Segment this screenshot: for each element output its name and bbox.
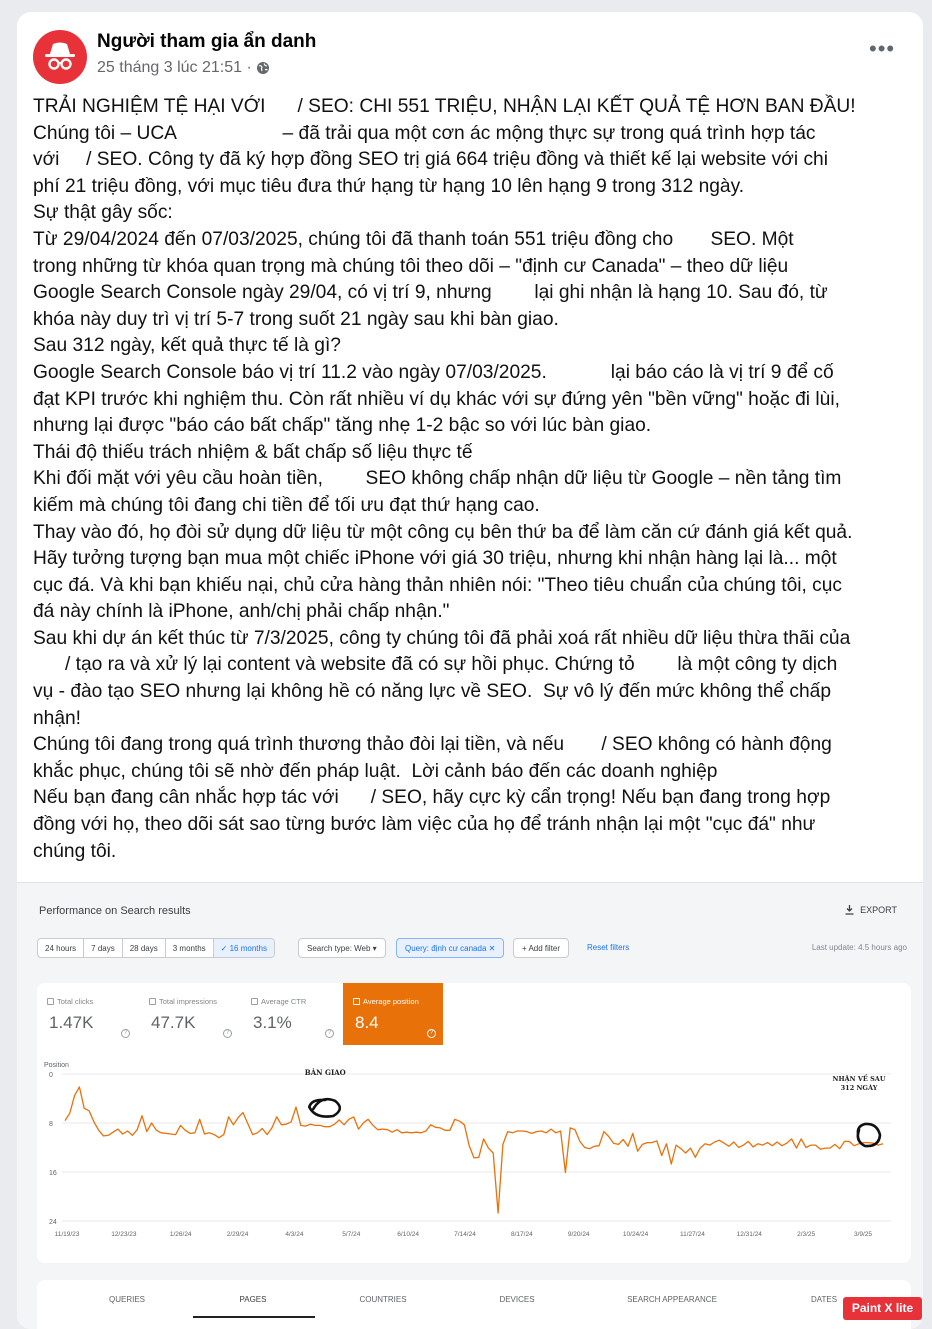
search-type-filter[interactable]: Search type: Web ▾ xyxy=(298,938,386,958)
post-timestamp[interactable]: 25 tháng 3 lúc 21:51 · xyxy=(97,59,252,76)
range-3-months[interactable]: 3 months xyxy=(166,939,214,957)
post-line: Hãy tưởng tượng bạn mua một chiếc iPhone với giá 30 triệu, nhưng khi nhận hàng lại là... một xyxy=(33,548,837,570)
x-tick-label: 8/17/24 xyxy=(511,1231,533,1238)
post-line: đạt KPI trước khi nghiệm thu. Còn rất nhiều ví dụ khác với sự đứng yên "bền vững" hoặc đi lùi, xyxy=(33,388,840,410)
post-line: cục đá. Và khi bạn khiếu nại, chủ cửa hàng thản nhiên nói: "Theo tiêu chuẩn của chúng tôi, cục xyxy=(33,574,843,596)
last-update-text: Last update: 4.5 hours ago xyxy=(811,943,907,952)
post-line: nhưng lại được "báo cáo bất chấp" tăng nhẹ 1-2 bậc so với lúc bàn giao. xyxy=(33,415,652,437)
x-tick-label: 4/3/24 xyxy=(285,1231,304,1238)
metric-value: 8.4 xyxy=(355,1013,379,1032)
post-line: khóa này duy trì vị trí 5-7 trong suốt 21 ngày sau khi bàn giao. xyxy=(33,308,559,330)
hand-drawn-circle-ban-giao xyxy=(309,1099,340,1116)
tab-dates[interactable]: DATES xyxy=(810,1295,838,1304)
post-line: TRẢI NGHIỆM TỆ HẠI VỚI / SEO: CHI 551 TRIỆU, NHẬN LẠI KẾT QUẢ TỆ HƠN BAN ĐẦU! xyxy=(33,96,856,117)
y-tick-label: 8 xyxy=(49,1121,53,1128)
x-tick-label: 3/9/25 xyxy=(853,1231,873,1238)
more-options-button[interactable]: ••• xyxy=(869,36,896,61)
post-line: / tạo ra và xử lý lại content và website đã có sự hồi phục. Chứng tỏ là một công ty dịch xyxy=(33,654,838,676)
query-filter-chip[interactable]: Query: định cư canada ✕ xyxy=(396,938,504,958)
post-line: Sau khi dự án kết thúc từ 7/3/2025, công ty chúng tôi đã phải xoá rất nhiều dữ liệu thừa thãi của xyxy=(33,627,851,649)
tab-search-appearance[interactable]: SEARCH APPEARANCE xyxy=(627,1295,717,1304)
metric-value: 1.47K xyxy=(49,1013,94,1032)
x-tick-label: 6/10/24 xyxy=(397,1231,419,1238)
tab-queries[interactable]: QUERIES xyxy=(108,1295,145,1304)
x-tick-label: 11/19/23 xyxy=(54,1231,80,1238)
facebook-post-card xyxy=(17,12,923,1329)
post-line: vụ - đào tạo SEO nhưng lại không hề có năng lực về SEO. Sự vô lý đến mức không thể chấp xyxy=(33,681,832,703)
tab-pages[interactable]: PAGES xyxy=(239,1295,267,1304)
help-icon[interactable]: ? xyxy=(325,1029,334,1038)
export-label: EXPORT xyxy=(860,905,897,915)
post-line: đá này chính là iPhone, anh/chị phải chấp nhận." xyxy=(33,601,450,623)
post-line: Thái độ thiếu trách nhiệm & bất chấp số liệu thực tế xyxy=(33,441,473,463)
post-line: Google Search Console ngày 29/04, có vị trí 9, nhưng lại ghi nhận là hạng 10. Sau đó, từ xyxy=(33,282,828,304)
post-body xyxy=(33,94,913,865)
download-icon xyxy=(845,905,854,915)
post-line: Sau 312 ngày, kết quả thực tế là gì? xyxy=(33,335,341,357)
export-button[interactable] xyxy=(845,905,897,915)
post-line: Từ 29/04/2024 đến 07/03/2025, chúng tôi đã thanh toán 551 triệu đồng cho SEO. Một xyxy=(33,228,794,250)
x-tick-label: 7/14/24 xyxy=(454,1231,476,1238)
x-tick-label: 2/3/25 xyxy=(797,1231,816,1238)
help-icon[interactable]: ? xyxy=(427,1029,436,1038)
post-line: Nếu bạn đang cân nhắc hợp tác với / SEO, hãy cực kỳ cẩn trọng! Nếu bạn đang trong hợp xyxy=(33,787,831,809)
range-7-days[interactable]: 7 days xyxy=(84,939,123,957)
position-line-chart xyxy=(37,983,911,1263)
y-tick-label: 16 xyxy=(49,1170,57,1177)
y-tick-label: 24 xyxy=(49,1219,57,1226)
paint-x-lite-watermark: Paint X lite xyxy=(843,1297,922,1320)
author-name[interactable]: Người tham gia ẩn danh xyxy=(97,31,317,52)
globe-icon xyxy=(256,61,270,75)
range-28-days[interactable]: 28 days xyxy=(123,939,166,957)
post-line: khắc phục, chúng tôi sẽ nhờ đến pháp luật. Lời cảnh báo đến các doanh nghiệp xyxy=(33,760,718,782)
incognito-icon xyxy=(41,38,79,76)
help-icon[interactable]: ? xyxy=(223,1029,232,1038)
post-line: Chúng tôi đang trong quá trình thương thảo đòi lại tiền, và nếu / SEO không có hành động xyxy=(33,734,832,756)
post-line: với / SEO. Công ty đã ký hợp đồng SEO trị giá 664 triệu đồng và thiết kế lại website với chi xyxy=(33,149,828,171)
post-line: nhận! xyxy=(33,707,82,729)
x-tick-label: 10/24/24 xyxy=(622,1231,649,1238)
date-range-selector xyxy=(37,938,275,958)
post-line: Thay vào đó, họ đòi sử dụng dữ liệu từ một công cụ bên thứ ba để làm căn cứ đánh giá kết quả. xyxy=(33,521,853,543)
x-tick-label: 1/26/24 xyxy=(169,1231,192,1238)
help-icon[interactable]: ? xyxy=(121,1029,130,1038)
post-line: Google Search Console báo vị trí 11.2 vào ngày 07/03/2025. lại báo cáo là vị trí 9 để cố xyxy=(33,361,834,383)
post-line: kiếm mà chúng tôi đang chi tiền để tối ưu đạt thứ hạng cao. xyxy=(33,494,540,516)
y-axis-title: Position xyxy=(44,1062,69,1069)
reset-filters-link[interactable]: Reset filters xyxy=(587,943,630,952)
post-line: chúng tôi. xyxy=(33,840,117,862)
annotation-nhan-ve-line: 312 NGÀY xyxy=(840,1084,878,1092)
metric-value: 3.1% xyxy=(253,1013,292,1032)
post-line: trong những từ khóa quan trọng mà chúng tôi theo dõi – "định cư Canada" – theo dữ liệu xyxy=(33,255,789,277)
dimension-tabs xyxy=(37,1280,911,1329)
metric-value: 47.7K xyxy=(151,1013,196,1032)
post-line: Chúng tôi – UCA – đã trải qua một cơn ác mộng thực sự trong quá trình hợp tác xyxy=(33,122,816,144)
y-tick-label: 0 xyxy=(49,1072,53,1079)
metric-label: Total clicks xyxy=(57,997,94,1006)
tab-devices[interactable]: DEVICES xyxy=(499,1295,535,1304)
x-tick-label: 11/27/24 xyxy=(680,1231,705,1238)
x-tick-label: 5/7/24 xyxy=(342,1231,361,1238)
post-line: đồng với họ, theo dõi sát sao từng bước làm việc của họ để tránh nhận lại một "cục đá" như xyxy=(33,814,816,836)
annotation-nhan-ve-line: NHẬN VỀ SAU xyxy=(832,1075,886,1083)
post-line: phí 21 triệu đồng, với mục tiêu đưa thứ hạng từ hạng 10 lên hạng 9 trong 312 ngày. xyxy=(33,175,745,197)
position-series-line xyxy=(65,1087,883,1213)
range-24-hours[interactable]: 24 hours xyxy=(38,939,84,957)
metric-label: Average position xyxy=(363,997,419,1006)
annotation-ban-giao: BÀN GIAO xyxy=(304,1068,346,1077)
performance-title: Performance on Search results xyxy=(39,905,191,917)
range-16-months[interactable]: ✓ 16 months xyxy=(214,939,274,957)
x-tick-label: 12/31/24 xyxy=(736,1231,762,1238)
x-tick-label: 2/29/24 xyxy=(226,1231,249,1238)
post-line: Sự thật gây sốc: xyxy=(33,202,173,224)
tab-countries[interactable]: COUNTRIES xyxy=(359,1295,407,1304)
active-tab-indicator xyxy=(193,1316,315,1318)
metric-label: Total impressions xyxy=(159,997,217,1006)
anonymous-avatar[interactable] xyxy=(33,30,87,84)
x-tick-label: 9/20/24 xyxy=(567,1231,590,1238)
post-meta xyxy=(97,59,270,77)
metric-label: Average CTR xyxy=(261,997,307,1006)
add-filter-button[interactable]: + Add filter xyxy=(513,938,569,958)
performance-chart-panel xyxy=(37,983,911,1263)
post-line: Khi đối mặt với yêu cầu hoàn tiền, SEO không chấp nhận dữ liệu từ Google – nền tảng tìm xyxy=(33,468,842,490)
x-tick-label: 12/23/23 xyxy=(111,1231,137,1238)
search-console-screenshot xyxy=(17,882,923,1329)
